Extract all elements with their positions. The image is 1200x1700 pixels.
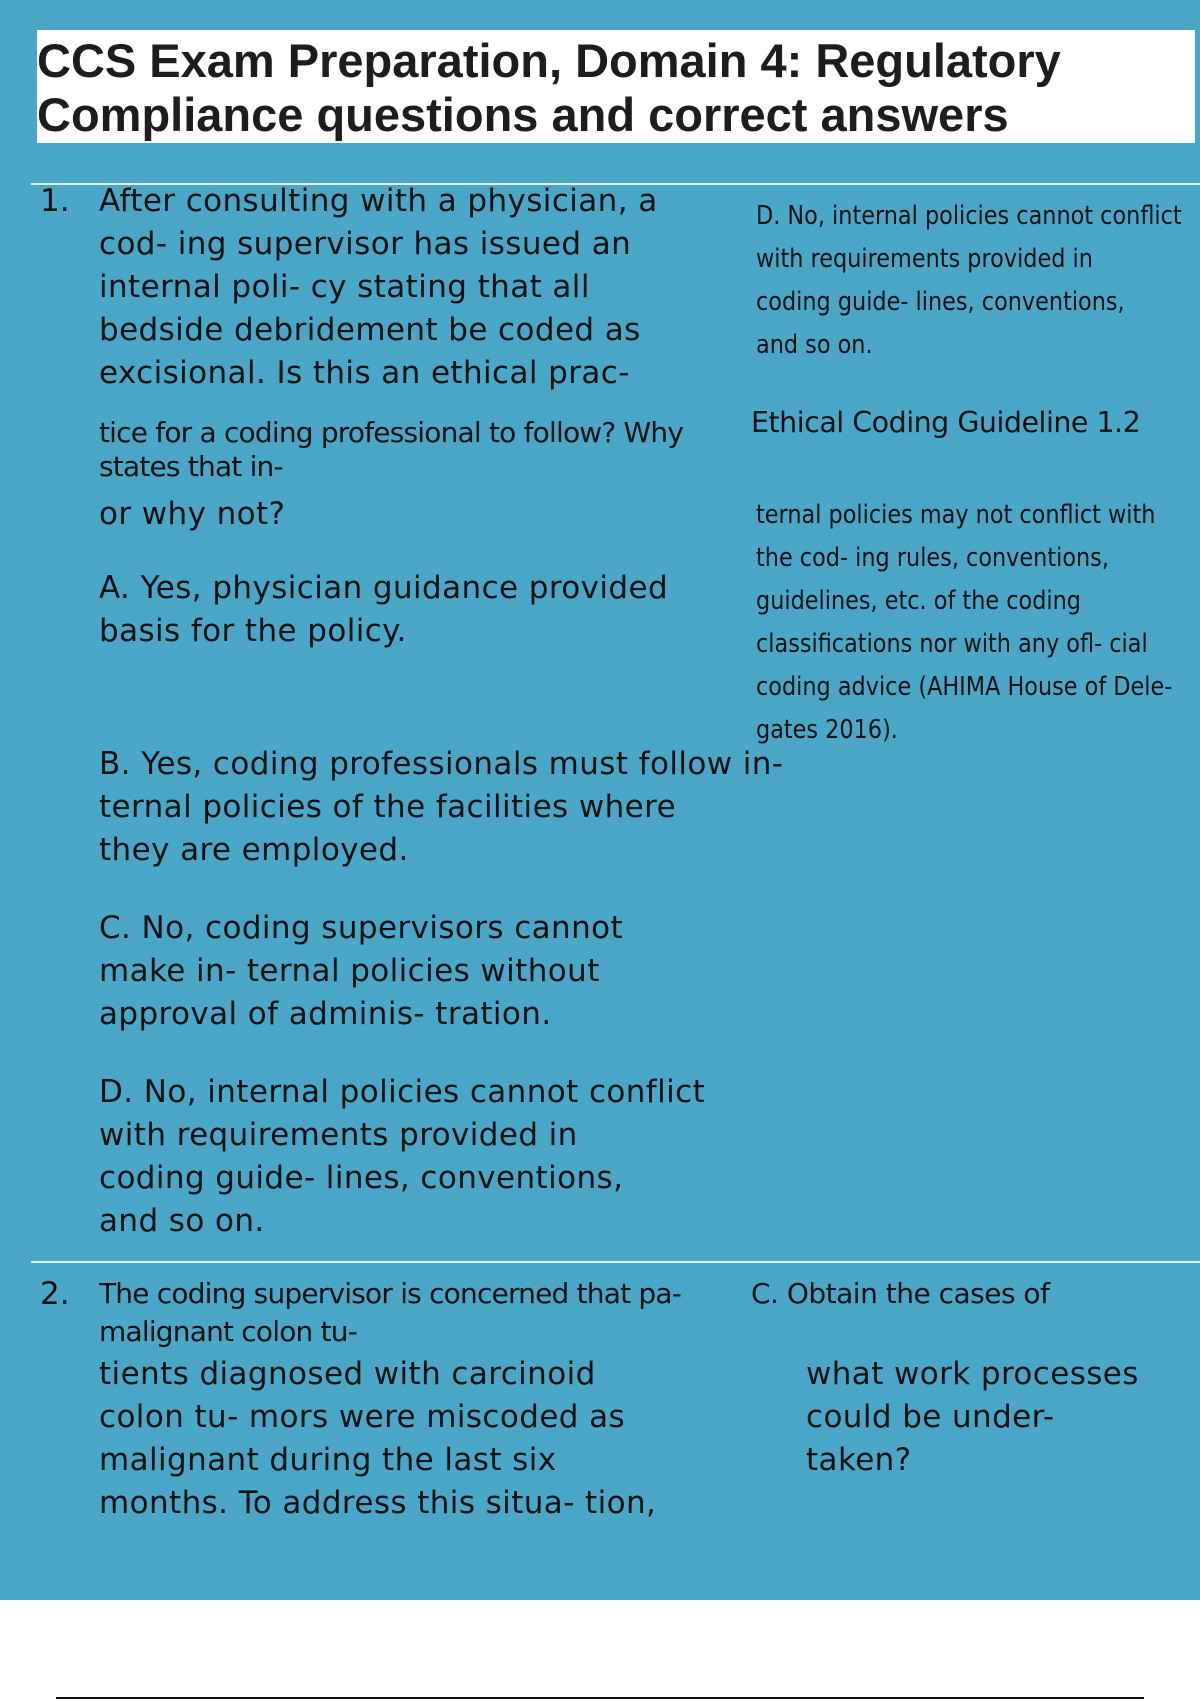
question-1-stem-line: excisional. Is this an ethical prac- [99, 355, 630, 391]
question-1-rationale-line: coding advice (AHIMA House of Dele- [756, 672, 1173, 702]
question-1-option-c: C. No, coding supervisors cannot [99, 910, 624, 946]
question-1-option-c: approval of adminis- tration. [99, 996, 552, 1032]
question-1-option-a: A. Yes, physician guidance provided [99, 570, 669, 606]
footer-rule [56, 1697, 1144, 1699]
question-2-number: 2. [40, 1276, 70, 1312]
question-1-answer-line: with requirements provided in [756, 244, 1093, 274]
question-1-option-b: ternal policies of the facilities where [99, 789, 677, 825]
question-2-stem-line: malignant during the last six [99, 1442, 557, 1478]
question-1-stem-continued: tice for a coding professional to follow? Why [99, 416, 684, 449]
question-1-option-d: and so on. [99, 1203, 265, 1239]
question-1-option-d: D. No, internal policies cannot conflict [99, 1074, 706, 1110]
question-1-option-b: they are employed. [99, 832, 409, 868]
question-1-answer-line: D. No, internal policies cannot conflict [756, 201, 1182, 231]
question-1-rationale-line: the cod- ing rules, conventions, [756, 543, 1109, 573]
question-1-stem-line: bedside debridement be coded as [99, 312, 641, 348]
question-2-right-line: what work processes [806, 1356, 1139, 1392]
question-2-stem-line: tients diagnosed with carcinoid [99, 1356, 596, 1392]
question-1-stem-continued: states that in- [99, 450, 283, 483]
question-1-rationale-line: classifications nor with any ofl- cial [756, 629, 1148, 659]
question-2-stem-heading: malignant colon tu- [99, 1315, 358, 1348]
question-2-answer-heading: C. Obtain the cases of [751, 1277, 1050, 1310]
question-1-number: 1. [40, 183, 70, 219]
question-2-stem-line: months. To address this situa- tion, [99, 1485, 657, 1521]
question-1-rationale-line: gates 2016). [756, 715, 898, 745]
question-1-option-b: B. Yes, coding professionals must follow in- [99, 746, 784, 782]
question-1-option-d: coding guide- lines, conventions, [99, 1160, 624, 1196]
question-1-answer-line: and so on. [756, 330, 873, 360]
question-2-right-line: taken? [806, 1442, 912, 1478]
question-1-option-d: with requirements provided in [99, 1117, 578, 1153]
question-1-option-c: make in- ternal policies without [99, 953, 600, 989]
question-2-stem-line: colon tu- mors were miscoded as [99, 1399, 626, 1435]
question-2-right-line: could be under- [806, 1399, 1055, 1435]
question-1-stem-line: internal poli- cy stating that all [99, 269, 590, 305]
question-1-option-a: basis for the policy. [99, 613, 407, 649]
page-title: CCS Exam Preparation, Domain 4: Regulatory Compliance questions and correct answers [37, 34, 1061, 141]
question-2-stem-heading: The coding supervisor is concerned that pa- [99, 1277, 682, 1310]
question-1-stem-line: After consulting with a physician, a [99, 183, 658, 219]
question-1-stem-line: cod- ing supervisor has issued an [99, 226, 632, 262]
question-1-rationale-line: guidelines, etc. of the coding [756, 586, 1081, 616]
question-1-rationale-line: ternal policies may not conflict with [756, 500, 1156, 530]
question-1-stem-continued: or why not? [99, 496, 286, 532]
question-1-rationale-heading: Ethical Coding Guideline 1.2 [751, 406, 1141, 439]
title-box [37, 30, 1195, 143]
question-1-answer-line: coding guide- lines, conventions, [756, 287, 1125, 317]
divider-middle [31, 1261, 1200, 1263]
